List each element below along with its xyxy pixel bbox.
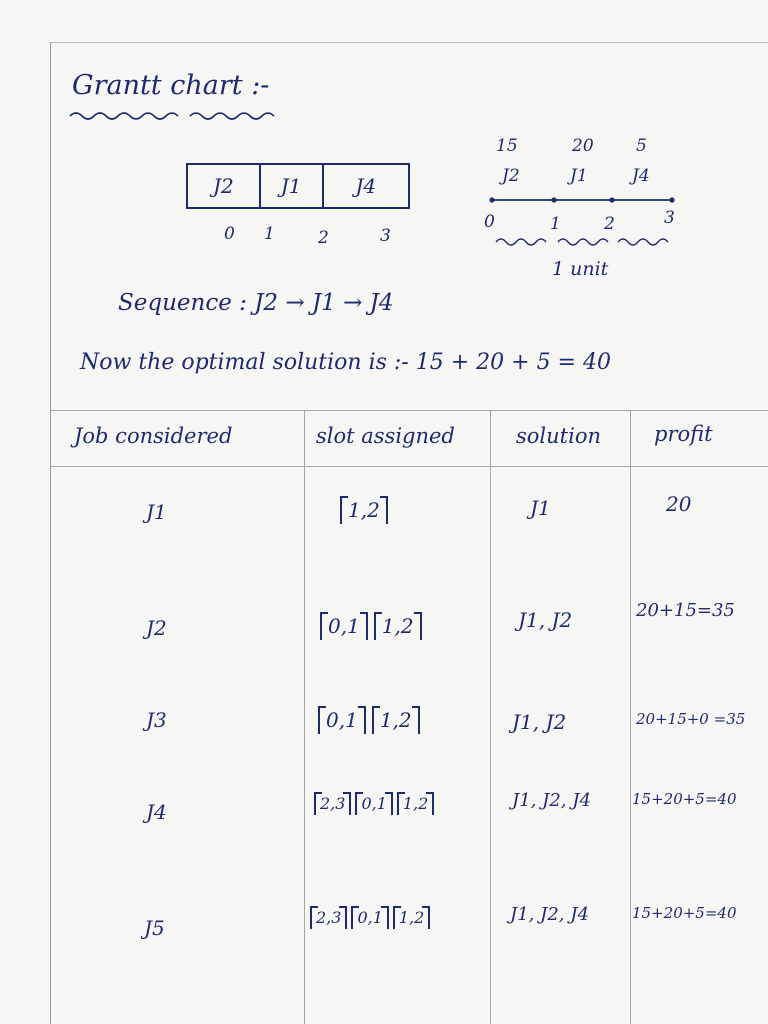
timeline-axis [488, 192, 678, 252]
slot-bracket: 0,1 [355, 792, 392, 815]
slot-group [340, 496, 388, 524]
timeline-job: J2 [502, 166, 520, 186]
slot-bracket: 0,1 [351, 906, 388, 929]
slot-bracket: 1,2 [372, 706, 420, 734]
page-top-edge [50, 42, 768, 43]
table-top-border [50, 410, 768, 411]
gantt-cell: J1 [261, 165, 324, 207]
slot-bracket: 0,1 [318, 706, 366, 734]
column-header-solution: solution [516, 424, 601, 448]
slot-bracket: 1,2 [397, 792, 434, 815]
table-cell-profit: 20 [666, 492, 692, 516]
table-cell-job: J2 [146, 616, 167, 640]
column-header-slot: slot assigned [316, 424, 455, 448]
slot-bracket: 2,3 [310, 906, 347, 929]
table-cell-job: J3 [146, 708, 167, 732]
timeline-tick: 1 [550, 214, 561, 234]
slot-group [318, 706, 420, 734]
optimal-solution-text: Now the optimal solution is :- 15 + 20 + 5 = 40 [80, 350, 611, 375]
gantt-cell: J2 [188, 165, 261, 207]
timeline-job: J1 [570, 166, 588, 186]
timeline-profit: 20 [572, 136, 594, 156]
gantt-cell: J4 [355, 174, 377, 198]
gantt-chart [186, 163, 410, 209]
slot-bracket: 1,2 [393, 906, 430, 929]
column-header-job: Job considered [74, 424, 233, 448]
gantt-tick: 3 [380, 226, 391, 246]
table-cell-profit: 20+15+0 =35 [636, 710, 746, 728]
table-cell-profit: 20+15=35 [636, 600, 735, 621]
timeline-profit: 5 [636, 136, 647, 156]
timeline-profit: 15 [496, 136, 518, 156]
timeline-unit-label: 1 unit [552, 258, 609, 280]
gantt-tick: 0 [224, 224, 235, 244]
table-cell-solution: J1, J2 [518, 608, 573, 632]
slot-bracket: 2,3 [314, 792, 351, 815]
table-cell-profit: 15+20+5=40 [632, 790, 737, 808]
slot-group [310, 906, 430, 929]
page-left-edge [50, 42, 51, 1024]
table-cell-job: J4 [146, 800, 167, 824]
table-column-divider [490, 410, 491, 1024]
table-cell-solution: J1 [530, 496, 551, 520]
slot-bracket: 1,2 [374, 612, 422, 640]
timeline-tick: 2 [604, 214, 615, 234]
page-title: Grantt chart :- [72, 70, 270, 101]
table-header-border [50, 466, 768, 467]
timeline-tick: 0 [484, 212, 495, 232]
gantt-tick: 1 [264, 224, 275, 244]
timeline-tick: 3 [664, 208, 675, 228]
slot-bracket: 0,1 [320, 612, 368, 640]
slot-group [320, 612, 422, 640]
table-cell-job: J1 [146, 500, 167, 524]
sequence-text: Sequence : J2 → J1 → J4 [118, 290, 394, 316]
table-column-divider [630, 410, 631, 1024]
timeline-job: J4 [632, 166, 650, 186]
slot-bracket: 1,2 [340, 496, 388, 524]
title-underline [68, 108, 278, 122]
table-cell-solution: J1, J2 [512, 710, 567, 734]
column-header-profit: profit [654, 422, 713, 446]
slot-group [314, 792, 434, 815]
gantt-tick: 2 [318, 228, 329, 248]
table-cell-solution: J1, J2, J4 [510, 904, 589, 925]
table-column-divider [304, 410, 305, 1024]
table-cell-job: J5 [144, 916, 165, 940]
table-cell-solution: J1, J2, J4 [512, 790, 591, 811]
table-cell-profit: 15+20+5=40 [632, 904, 737, 922]
